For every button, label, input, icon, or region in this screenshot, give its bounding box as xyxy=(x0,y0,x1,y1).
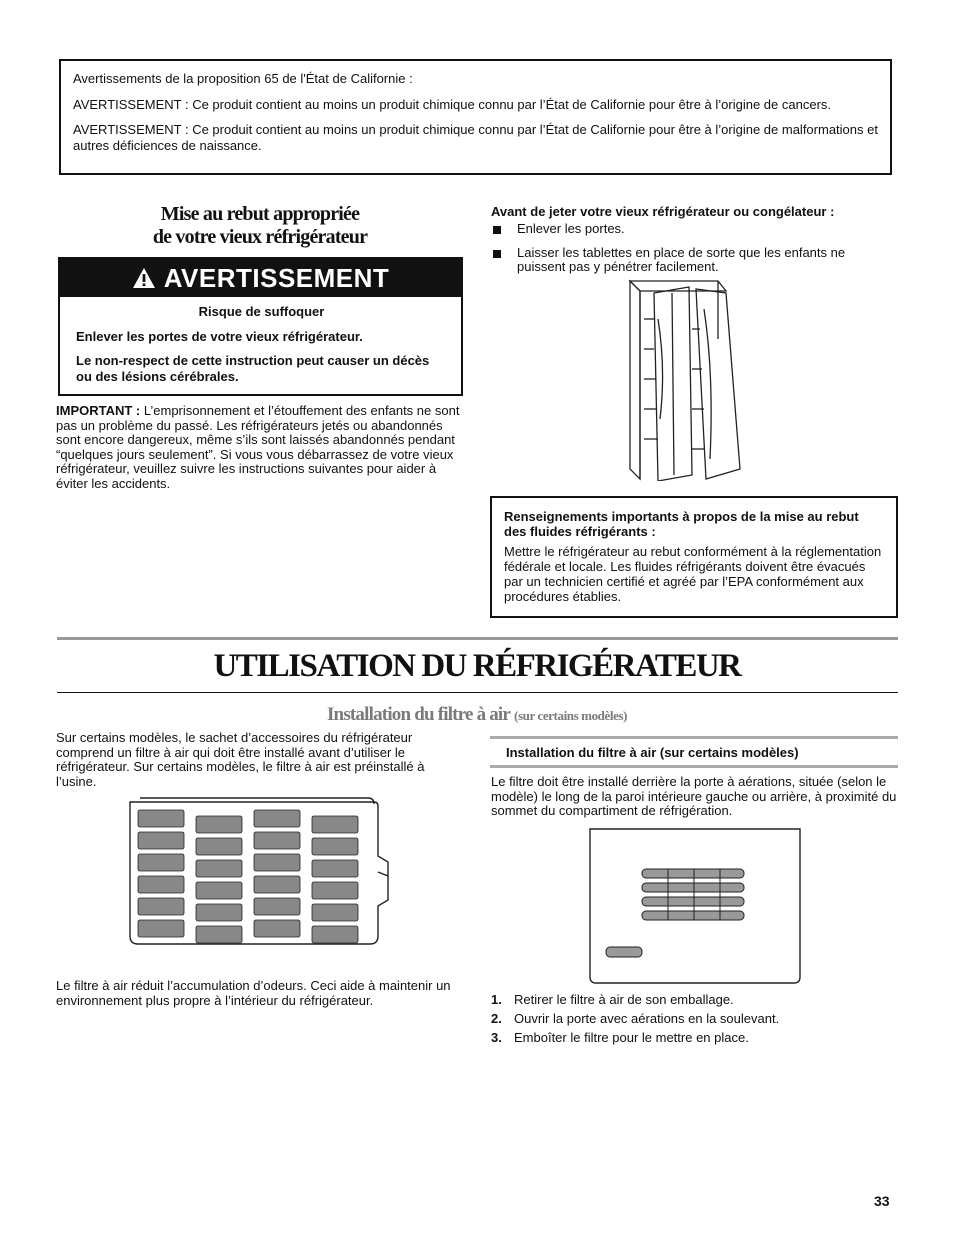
disposal-heading xyxy=(100,203,420,249)
list-item xyxy=(491,246,891,275)
bullet-text: Laisser les tablettes en place de sorte que les enfants ne puissent pas y pénétrer facilement. xyxy=(517,244,846,274)
subsection-note: (sur certains modèles) xyxy=(514,708,628,723)
warning-header xyxy=(60,259,461,297)
warning-risk: Risque de suffoquer xyxy=(198,304,325,319)
filter-slot xyxy=(138,854,184,871)
important-paragraph xyxy=(56,404,466,491)
before-disposal-heading: Avant de jeter votre vieux réfrigérateur ou congélateur : xyxy=(491,204,835,219)
refrigerant-disposal-box xyxy=(490,496,898,618)
page-number: 33 xyxy=(874,1193,890,1209)
filter-slot xyxy=(312,816,358,833)
step-number: 1. xyxy=(491,992,502,1007)
filter-slot xyxy=(254,810,300,827)
filter-slot xyxy=(254,876,300,893)
refrigerant-text: Mettre le réfrigérateur au rebut conformément à la réglementation fédérale et locale. Les fluides réfrigérants doivent être évacués par un technicien certifié et agréé par l’EPA conformément aux procédures établies. xyxy=(504,544,882,604)
filter-slot xyxy=(196,904,242,921)
filter-slot xyxy=(254,920,300,937)
section-divider-top xyxy=(57,637,898,640)
filter-slot xyxy=(312,926,358,943)
list-item xyxy=(491,1011,891,1026)
warning-instruction: Enlever les portes de votre vieux réfrigérateur. xyxy=(76,328,363,344)
filter-slot xyxy=(196,816,242,833)
filter-slot xyxy=(254,854,300,871)
install-rule-top xyxy=(490,736,898,739)
filter-slot xyxy=(196,882,242,899)
fridge-doors-removed-illustration xyxy=(614,279,744,481)
list-item xyxy=(491,222,891,237)
step-number: 2. xyxy=(491,1011,502,1026)
warning-triangle-icon xyxy=(132,267,156,289)
prop65-notice xyxy=(59,59,892,175)
filter-slot xyxy=(138,876,184,893)
filter-slot xyxy=(138,898,184,915)
filter-slot xyxy=(254,832,300,849)
important-text: L’emprisonnement et l’étouffement des enfants ne sont pas un problème du passé. Les réfrigérateurs jetés ou abandonnés sont encore dangereux, même s’ils sont laissés abandonnés pendant “quelques jours seulement”. Si vous vous débarrassez de votre vieux réfrigérateur, veuillez suivre les instructions suivantes pour aider à éviter les accidents. xyxy=(56,403,460,491)
bullet-square-icon xyxy=(493,226,501,234)
filter-slot xyxy=(196,838,242,855)
disposal-bullets xyxy=(491,222,891,284)
subsection-title: Installation du filtre à air xyxy=(326,704,511,725)
list-item xyxy=(491,1030,891,1045)
warning-body xyxy=(60,297,461,384)
section-divider-bottom xyxy=(57,692,898,693)
disposal-heading-line1: Mise au rebut appropriée xyxy=(160,203,360,225)
filter-slot xyxy=(138,810,184,827)
important-label: IMPORTANT : xyxy=(56,403,141,418)
prop65-title: Avertissements de la proposition 65 de l'État de Californie : xyxy=(73,71,413,86)
filter-slot xyxy=(312,860,358,877)
filter-slot xyxy=(196,926,242,943)
filter-intro: Sur certains modèles, le sachet d’accessoires du réfrigérateur comprend un filtre à air qui doit être installé avant d’utiliser le réfrigérateur. Sur certains modèles, le filtre à air est préinstallé à l’usine. xyxy=(56,730,425,789)
filter-slot xyxy=(312,838,358,855)
disposal-heading-line2: de votre vieux réfrigérateur xyxy=(152,226,368,248)
step-text: Retirer le filtre à air de son emballage. xyxy=(514,992,734,1007)
install-text: Le filtre doit être installé derrière la porte à aérations, située (selon le modèle) le long de la paroi intérieure gauche ou arrière, à proximité du sommet du compartiment de réfrigération. xyxy=(491,774,897,818)
prop65-warning-birth: AVERTISSEMENT : Ce produit contient au moins un produit chimique connu par l’État de Californie pour être à l’origine de malformations et autres déficiences de naissance. xyxy=(73,122,878,153)
filter-slot xyxy=(312,904,358,921)
step-text: Ouvrir la porte avec aérations en la soulevant. xyxy=(514,1011,780,1026)
step-text: Emboîter le filtre pour le mettre en place. xyxy=(514,1030,749,1045)
filter-slot xyxy=(138,920,184,937)
step-number: 3. xyxy=(491,1030,502,1045)
bullet-square-icon xyxy=(493,250,501,258)
vent-door-illustration xyxy=(586,827,804,987)
filter-slot xyxy=(312,882,358,899)
list-item xyxy=(491,992,891,1007)
subsection-heading xyxy=(0,704,954,726)
refrigerant-heading: Renseignements importants à propos de la mise au rebut des fluides réfrigérants : xyxy=(504,509,859,539)
bullet-text: Enlever les portes. xyxy=(517,221,625,236)
filter-benefit: Le filtre à air réduit l’accumulation d’odeurs. Ceci aide à maintenir un environnement plus propre à l’intérieur du réfrigérateur. xyxy=(56,978,451,1008)
suffocation-warning-box xyxy=(58,257,463,396)
install-rule-bottom xyxy=(490,765,898,768)
air-filter-illustration xyxy=(124,796,394,950)
filter-slot xyxy=(138,832,184,849)
warning-header-label: AVERTISSEMENT xyxy=(163,262,390,293)
warning-consequence: Le non-respect de cette instruction peut causer un décès ou des lésions cérébrales. xyxy=(76,353,430,384)
install-heading: Installation du filtre à air (sur certains modèles) xyxy=(506,745,799,760)
filter-slot xyxy=(196,860,242,877)
prop65-warning-cancer: AVERTISSEMENT : Ce produit contient au moins un produit chimique connu par l’État de Californie pour être à l’origine de cancers. xyxy=(73,96,832,112)
filter-slot xyxy=(254,898,300,915)
install-steps xyxy=(491,992,891,1049)
section-title: UTILISATION DU RÉFRIGÉRATEUR xyxy=(213,648,741,684)
